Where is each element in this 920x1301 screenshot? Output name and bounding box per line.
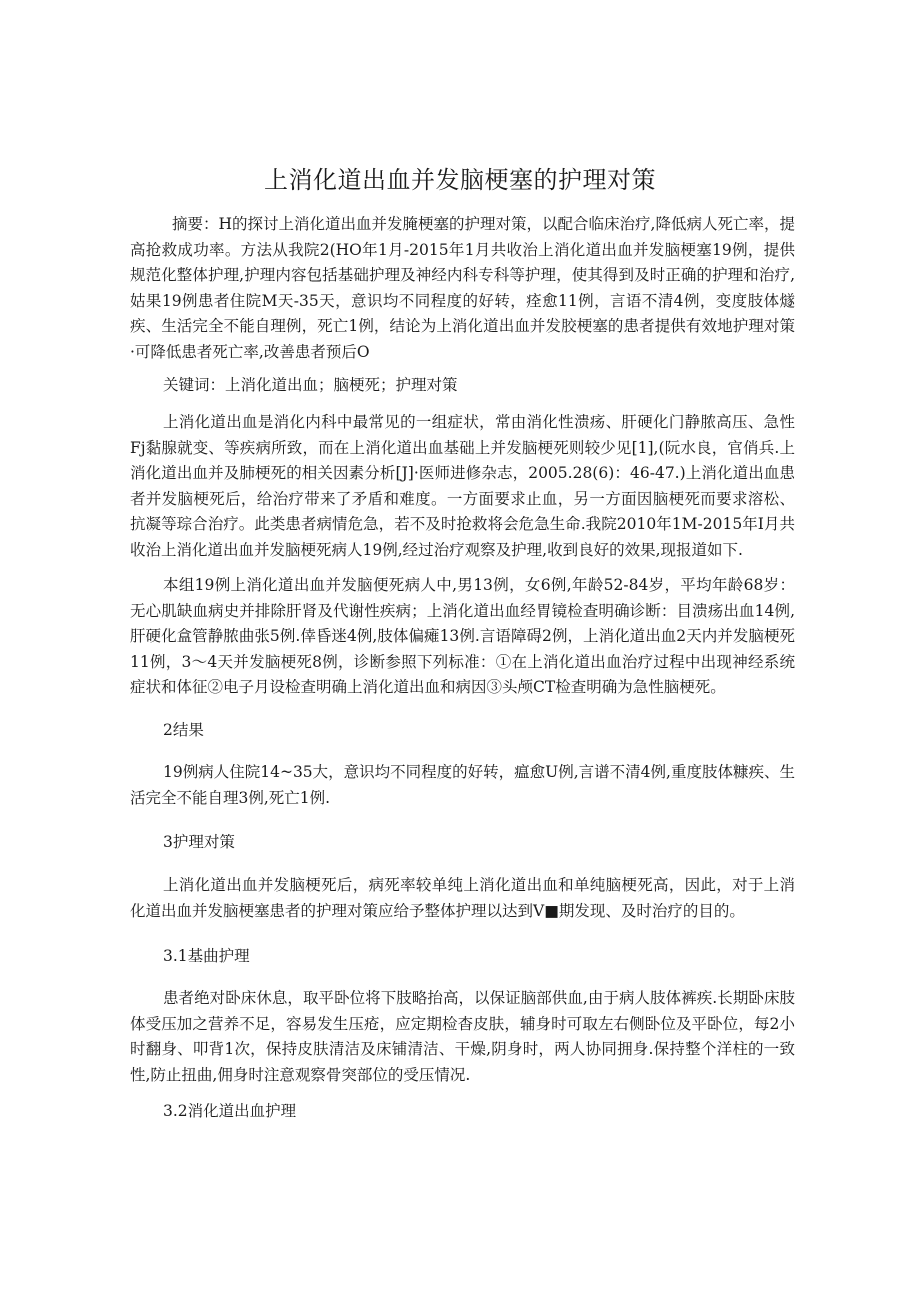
page-title: 上消化道出血并发脑梗塞的护理对策	[264, 166, 656, 194]
gi-bleeding-care-heading: 3.2消化道出血护理	[163, 1102, 297, 1120]
abstract-paragraph: 摘要：H的探讨上消化道出血并发腌梗塞的护理对策，以配合临床治疗,降低病人死亡率，提高抢救成功率。方法从我院2(HO年1月-2015年1月共收治上消化道出血并发脑梗塞19例，提供规范化整体护理,护理内容包括基础护理及神经内科专科等护理，使其得到及时正确的护理和治疗,姑果19例患者住院M天-35天，意识均不同程度的好转，痊愈11例，言语不清4例，变度肢体燧疾、生活完全不能自理例，死亡1例，结论为上消化道出血并发胶梗塞的患者提供有效地护理对策·可降低患者死亡率,改善患者预后O	[130, 215, 795, 361]
methods-paragraph: 本组19例上消化道出血并发脑便死病人中,男13例，女6例,年龄52-84岁，平均年龄68岁：无心肌缺血病史并排除肝肾及代谢性疾病；上消化道出血经胃镜检查明确诊断：目溃疡出血14例,肝硬化盒管静脓曲张5例.倖昏迷4例,肢体偏瘫13例.言语障碍2例，上消化道出血2天内并发脑梗死11例，3～4天并发脑梗死8例，诊断参照下列标准：①在上消化道出血治疗过程中出现神经系统症状和体征②电子月设检查明确上消化道出血和病因③头颅CT检查明确为急性脑梗死。	[130, 576, 795, 697]
intro-paragraph: 上消化道出血是消化内科中最常见的一组症状，常由消化性溃疡、肝硬化门静脓高压、急性Fj黏腺就变、等疾病所致，而在上消化道出血基础上并发脑梗死则较少见[1],(阮水良，官俏兵.上消化道出血并及肺梗死的相关因素分析[J]·医师进修杂志，2005.28(6)：46-47.)上消化道出血患者并发脑梗死后，给治疗带来了矛盾和难度。一方面要求止血，另一方面因脑梗死而要求溶松、抗凝等琮合治疗。此类患者病情危急，若不及时抢救将会危急生命.我院2010年1M-2015年I月共收治上消化道出血并发脑梗死病人19例,经过治疗观察及护理,收到良好的效果,现报道如下.	[130, 413, 795, 559]
results-paragraph: 19例病人住院14~35大，意识均不同程度的好转，瘟愈U例,言谱不清4例,重度肢体糠疾、生活完全不能自理3例,死亡1例.	[130, 763, 795, 807]
keywords-line: 关键词：上消化道出血；脑梗死；护理对策	[163, 376, 458, 394]
basic-care-heading: 3.1基曲护理	[163, 947, 250, 965]
care-paragraph: 上消化道出血并发脑梗死后，病死率较单纯上消化道出血和单纯脑梗死高，因此，对于上消化道出血并发脑梗塞患者的护理对策应给予整体护理以达到V■期发现、及时治疗的目的。	[130, 876, 795, 920]
results-heading: 2结果	[163, 721, 204, 739]
basic-care-paragraph: 患者绝对卧床休息，取平卧位将下肢略抬高，以保证脑部供血,由于病人肢体裤疾.长期卧床肢体受压加之营养不足，容易发生压疮，应定期检杳皮肤，辅身时可取左右侧卧位及平卧位，每2小时翻身、叩背1次，保持皮肤清洁及床铺清洁、干燥,阴身时，两人协同拥身.保持整个洋柱的一致性,防止扭曲,佣身时注意观察骨突部位的受压情况.	[130, 989, 795, 1084]
care-heading: 3护理对策	[163, 833, 235, 851]
